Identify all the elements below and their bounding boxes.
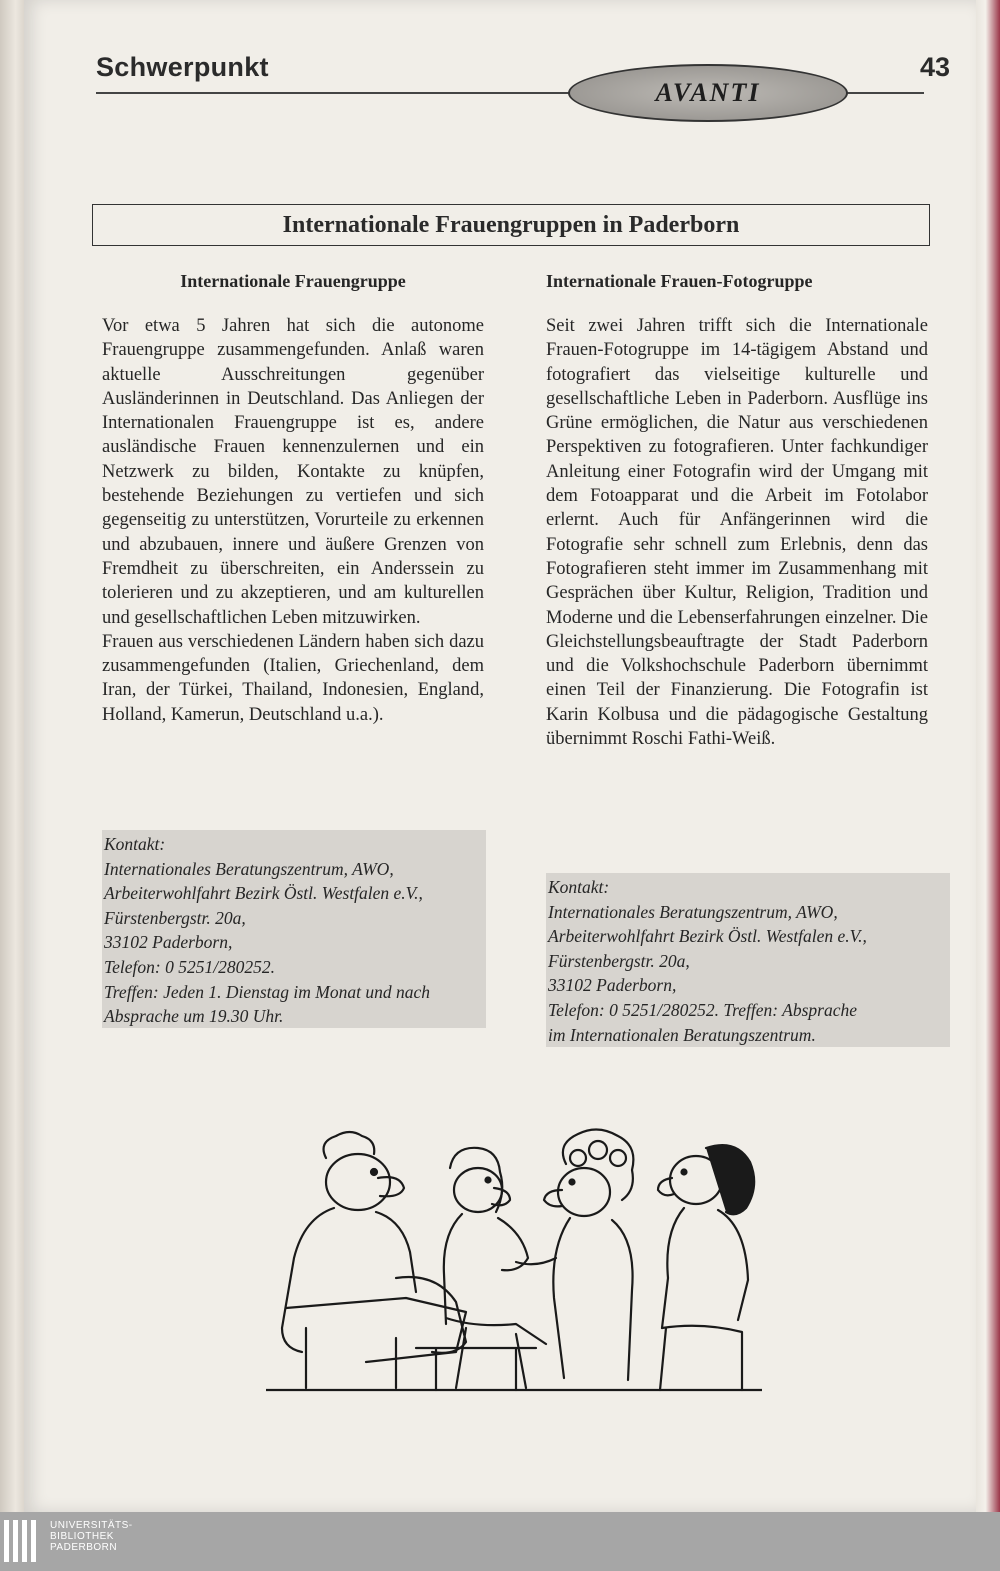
left-paragraph-2: Frauen aus verschiedenen Ländern haben sich dazu zusammengefunden (Italien, Griechenland, dem Iran, der Türkei, Thailand, Indonesien, England, Holland, Kamerun, Deutschland u.a.). [102, 631, 484, 725]
library-name-line: PADERBORN [50, 1542, 118, 1553]
contact-line: 33102 Paderborn, [104, 932, 233, 953]
page-edge [976, 0, 1000, 1512]
right-paragraph-1: Seit zwei Jahren trifft sich die Internationale Frauen-Fotogruppe im 14-tägigem Abstand und fotografiert das vielseitige kulturelle und gesellschaftliche Leben in Paderborn. Ausflüge ins Grüne ermöglichen, die Natur aus verschiedenen Perspektiven zu fotografieren. Unter fachkundiger Anleitung einer Fotografin wird der Umgang mit dem Fotoapparat und die Arbeit im Fotolabor erlernt. Auch für Anfängerinnen wird die Fotografie sehr schnell zum Erlebnis, denn das Fotografieren steht immer im Zusammenhang mit Gesprächen über Kultur, Religion, Tradition und Moderne und die Lebenserfahrungen einzelner. Die Gleichstellungsbeauftragte der Stadt Paderborn und die Volkshochschule Paderborn übernimmt einen Teil der Finanzierung. Die Fotografin ist Karin Kolbusa und die pädagogische Gestaltung übernimmt Roschi Fathi-Weiß. [546, 316, 928, 750]
section-title: Schwerpunkt [96, 52, 269, 82]
contact-line: Internationales Beratungszentrum, AWO, [548, 901, 838, 922]
contact-line: Kontakt: [104, 834, 166, 854]
contact-line: Absprache um 19.30 Uhr. [104, 1006, 284, 1027]
contact-line: Kontakt: [548, 877, 610, 897]
contact-line: Treffen: Jeden 1. Dienstag im Monat und nach [104, 981, 430, 1002]
contact-line: Arbeiterwohlfahrt Bezirk Östl. Westfalen e.V., [548, 926, 867, 947]
contact-line: Telefon: 0 5251/280252. Treffen: Absprache [548, 999, 857, 1020]
library-name [50, 1520, 133, 1553]
contact-line: Arbeiterwohlfahrt Bezirk Östl. Westfalen e.V., [104, 883, 423, 904]
contact-line: Internationales Beratungszentrum, AWO, [104, 858, 394, 879]
right-column-heading: Internationale Frauen-Fotogruppe [546, 271, 813, 291]
cartoon-illustration [266, 1128, 762, 1392]
contact-line: im Internationalen Beratungszentrum. [548, 1024, 816, 1045]
magazine-logo-text: AVANTI [655, 78, 761, 107]
left-paragraph-1: Vor etwa 5 Jahren hat sich die autonome Frauengruppe zusammengefunden. Anlaß waren aktuelle Ausschreitungen gegenüber Ausländerinnen in Deutschland. Das Anliegen der Internationalen Frauengruppe ist es, andere ausländische Frauen kennenzulernen und ein Netzwerk zu bilden, Kontakte zu knüpfen, bestehende Beziehungen zu vertiefen und sich gegenseitig zu unterstützen, Vorurteile zu erkennen und abzubauen, innere und äußere Grenzen von Fremdheit zu überschreiten, ein Anderssein zu tolerieren und zu akzeptieren, und am kulturellen und gesellschaftlichen Leben mitzuwirken. [102, 316, 484, 628]
library-logo-icon [4, 1520, 44, 1564]
contact-line: 33102 Paderborn, [548, 975, 677, 996]
article-title: Internationale Frauengruppen in Paderborn [282, 211, 740, 238]
book-spine [0, 0, 26, 1520]
page-number: 43 [919, 52, 950, 82]
left-contact-box [102, 830, 486, 1028]
article-title-box [92, 204, 930, 246]
left-column-heading: Internationale Frauengruppe [180, 271, 406, 291]
contact-line: Fürstenbergstr. 20a, [548, 950, 690, 971]
magazine-logo [568, 64, 848, 122]
library-footer [0, 1512, 1000, 1571]
right-column [546, 270, 928, 751]
library-name-line: UNIVERSITÄTS- [50, 1520, 133, 1531]
library-name-line: BIBLIOTHEK [50, 1531, 114, 1542]
right-contact-box [546, 873, 950, 1047]
left-column [102, 270, 484, 727]
contact-line: Telefon: 0 5251/280252. [104, 956, 275, 977]
contact-line: Fürstenbergstr. 20a, [104, 907, 246, 928]
